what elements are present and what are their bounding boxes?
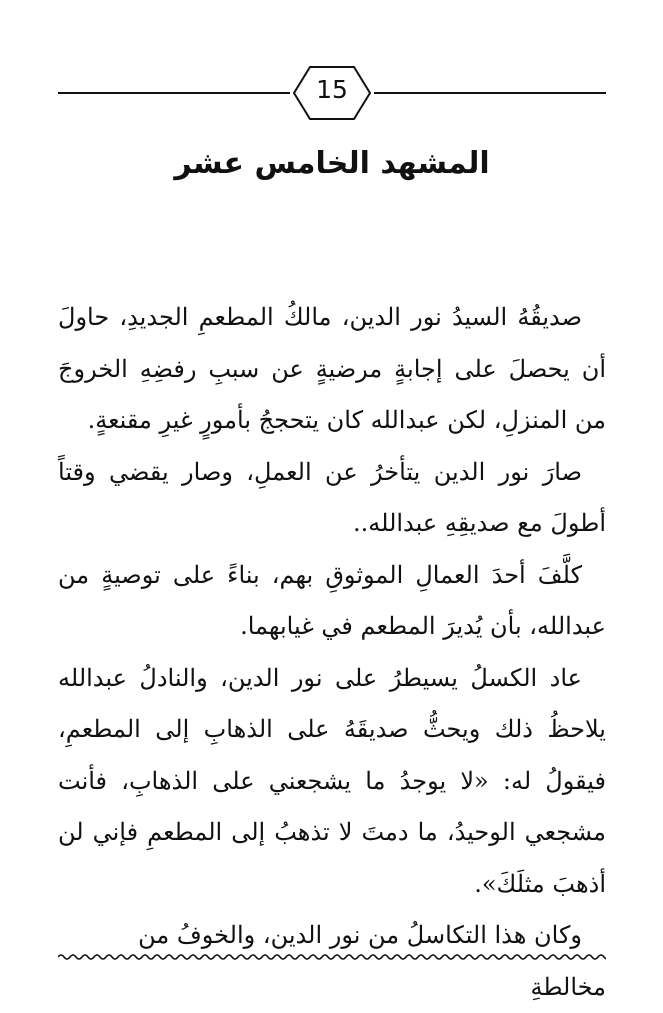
page-number: 15 xyxy=(316,75,348,104)
footer-wave-divider xyxy=(58,950,606,964)
paragraph: كلَّفَ أحدَ العمالِ الموثوقِ بهم، بناءً على توصيةٍ من عبدالله، بأن يُديرَ المطعم في غيابهما. xyxy=(58,560,606,640)
paragraph: صارَ نور الدين يتأخرُ عن العملِ، وصار يقضي وقتاً أطولَ مع صديقِهِ عبدالله.. xyxy=(58,457,606,537)
page-header xyxy=(58,58,606,120)
page-number-badge xyxy=(290,58,374,128)
paragraph: صديقُهُ السيدُ نور الدين، مالكُ المطعمِ الجديدِ، حاولَ أن يحصلَ على إجابةٍ مرضيةٍ عن سببِ رفضِهِ الخروجَ من المنزلِ، لكن عبدالله كان يتحججُ بأمورٍ غيرِ مقنعةٍ. xyxy=(58,303,606,434)
paragraph: عاد الكسلُ يسيطرُ على نور الدين، والنادلُ عبدالله يلاحظُ ذلك ويحثُّ صديقَهُ على الذهابِ إلى المطعمِ، فيقولُ له: «لا يوجدُ ما يشجعني على الذهابِ، فأنت مشجعي الوحيدُ، ما دمتَ لا تذهبُ إلى المطعمِ فإني لن أذهبَ مثلَكَ». xyxy=(58,663,606,898)
body-text xyxy=(58,292,606,1013)
chapter-title: المشهد الخامس عشر xyxy=(174,146,490,181)
header-rule-left xyxy=(58,92,290,94)
paragraph: وكان هذا التكاسلُ من نور الدين، والخوفُ من مخالطةِ xyxy=(138,921,606,1001)
header-rule-right xyxy=(374,92,606,94)
